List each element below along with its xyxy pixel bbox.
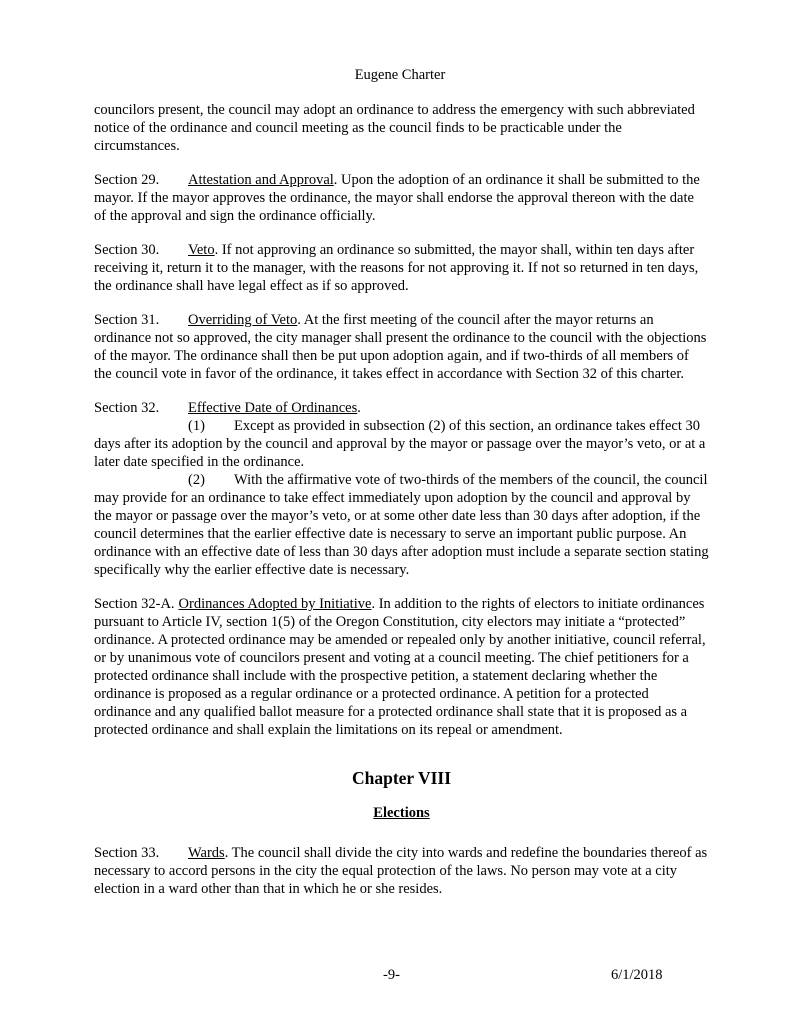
section-number: Section 29. xyxy=(94,172,160,188)
section-30 xyxy=(94,241,709,295)
section-title: Veto xyxy=(188,242,215,258)
section-title-suffix: . xyxy=(357,400,361,416)
section-title: Attestation and Approval xyxy=(188,172,334,188)
section-29 xyxy=(94,171,709,225)
section-32a xyxy=(94,595,709,739)
section-text: . At the first meeting of the council after the mayor returns an ordinance not so approved, the city manager shall present the ordinance to the council with the objections of the mayor. The ordinance shall then be put upon adoption again, and if two-thirds of all members of the council vote in favor of the ordinance, it takes effect in accordance with Section 32 of this charter. xyxy=(94,312,707,382)
chapter-subheading: Elections xyxy=(373,805,430,821)
subsection-number: (2) xyxy=(188,472,205,488)
document-body xyxy=(94,101,709,914)
section-31 xyxy=(94,311,709,383)
section-number: Section 31. xyxy=(94,312,160,328)
subsection-text: Except as provided in subsection (2) of this section, an ordinance takes effect 30 days after its adoption by the council and approval by the mayor or passage over the mayor’s veto, or at a later date specified in the ordinance. xyxy=(94,418,706,470)
subsection-number: (1) xyxy=(188,418,205,434)
subsection-2 xyxy=(94,471,709,579)
section-text: . Upon the adoption of an ordinance it shall be submitted to the mayor. If the mayor approves the ordinance, the mayor shall endorse the approval thereon with the date of the approval and sign the ordinance officially. xyxy=(94,172,700,224)
section-title: Overriding of Veto xyxy=(188,312,298,328)
section-text: . If not approving an ordinance so submitted, the mayor shall, within ten days after receiving it, return it to the manager, with the reasons for not approving it. If not so returned in ten days, the ordinance shall have legal effect as if so approved. xyxy=(94,242,699,294)
section-text: . In addition to the rights of electors to initiate ordinances pursuant to Article IV, section 1(5) of the Oregon Constitution, city electors may initiate a “protected” ordinance. A protected ordinance may be amended or repealed only by another initiative, council referral, or by unanimous vote of councilors present and voting at a council meeting. The chief petitioners for a protected ordinance shall include with the prospective petition, a statement declaring whether the ordinance is proposed as a regular ordinance or a protected ordinance. A petition for a protected ordinance and any qualified ballot measure for a protected ordinance shall state that it is proposed as a protected ordinance and shall explain the limitations on its repeal or amendment. xyxy=(94,596,706,738)
section-number: Section 32. xyxy=(94,400,160,416)
section-32 xyxy=(94,399,709,579)
section-32-heading xyxy=(94,399,709,417)
page-number: -9- xyxy=(383,967,400,983)
section-number: Section 30. xyxy=(94,242,160,258)
chapter-heading: Chapter VIII xyxy=(351,768,452,788)
section-number: Section 33. xyxy=(94,845,160,861)
subsection-1 xyxy=(94,417,709,471)
section-title: Effective Date of Ordinances xyxy=(188,400,358,416)
section-number: Section 32-A. xyxy=(94,596,175,612)
intro-paragraph: councilors present, the council may adopt an ordinance to address the emergency with such abbreviated notice of the ordinance and council meeting as the council finds to be practicable under the circumstances. xyxy=(94,102,695,154)
section-33 xyxy=(94,844,709,898)
page-header: Eugene Charter xyxy=(354,67,446,83)
section-title: Wards xyxy=(188,845,225,861)
section-title: Ordinances Adopted by Initiative xyxy=(178,596,372,612)
subsection-text: With the affirmative vote of two-thirds of the members of the council, the council may provide for an ordinance to take effect immediately upon adoption by the council and approval by the mayor or passage over the mayor’s veto, or at some other date less than 30 days after adoption, if the council determines that the earlier effective date is necessary to serve an important public purpose. An ordinance with an effective date of less than 30 days after adoption must include a separate section stating specifically why the earlier effective date is necessary. xyxy=(94,472,709,578)
footer-date: 6/1/2018 xyxy=(611,967,663,983)
section-text: . The council shall divide the city into wards and redefine the boundaries thereof as necessary to accord persons in the city the equal protection of the laws. No person may vote at a city election in a ward other than that in which he or she resides. xyxy=(94,845,708,897)
